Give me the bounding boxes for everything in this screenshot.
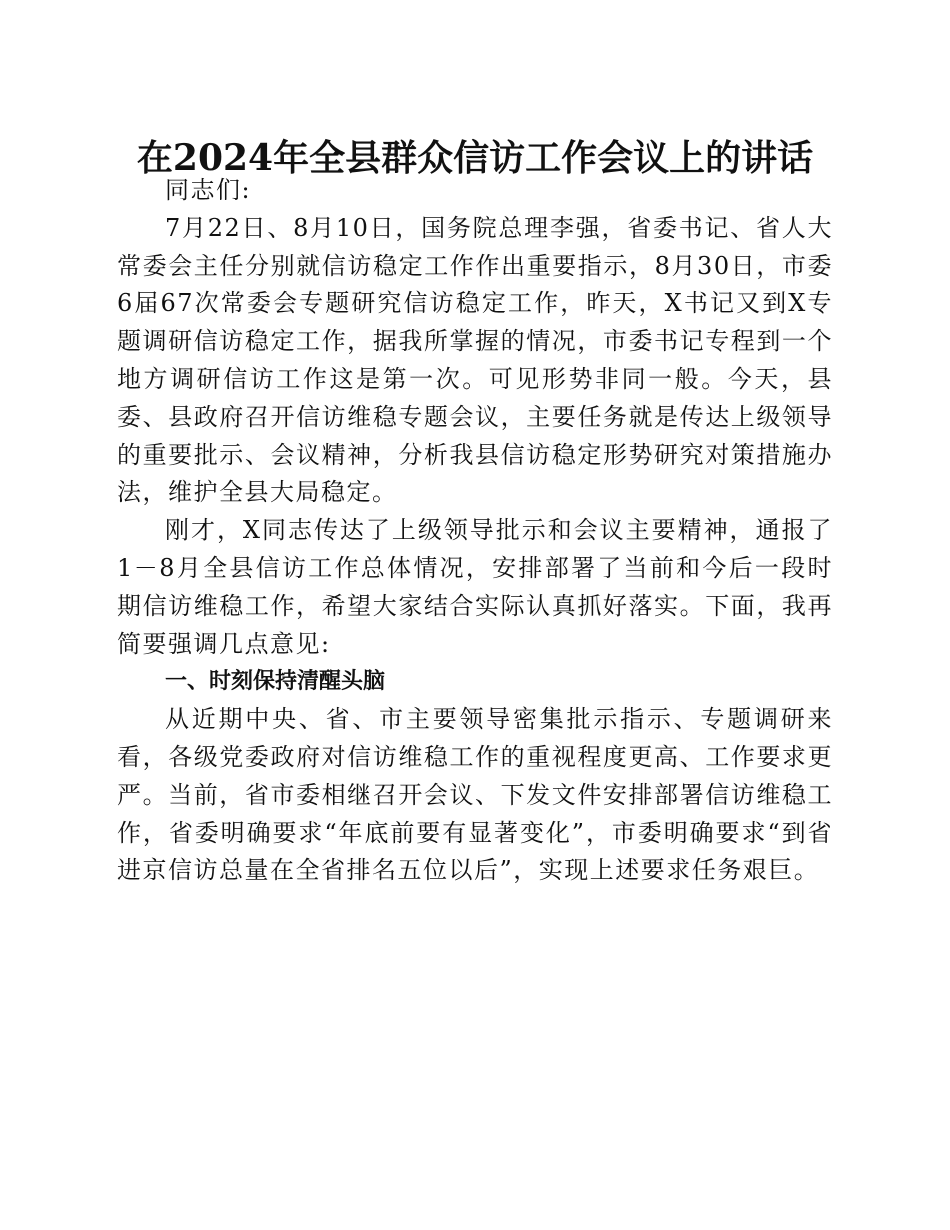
document-body bbox=[117, 172, 833, 890]
paragraph-1: 7月22日、8月10日，国务院总理李强，省委书记、省人大常委会主任分别就信访稳定工作作出重要指示，8月30日，市委6届67次常委会专题研究信访稳定工作，昨天，X书记又到X专题调研信访稳定工作，据我所掌握的情况，市委书记专程到一个地方调研信访工作这是第一次。可见形势非同一般。今天，县委、县政府召开信访维稳专题会议，主要任务就是传达上级领导的重要批示、会议精神，分析我县信访稳定形势研究对策措施办法，维护全县大局稳定。 bbox=[117, 213, 833, 507]
section-heading-1: 一、时刻保持清醒头脑 bbox=[165, 669, 386, 695]
document-title: 在2024年全县群众信访工作会议上的讲话 bbox=[136, 137, 814, 179]
paragraph-2: 刚才，X同志传达了上级领导批示和会议主要精神，通报了1－8月全县信访工作总体情况，安排部署了当前和今后一段时期信访维稳工作，希望大家结合实际认真抓好落实。下面，我再简要强调几点意见: bbox=[117, 516, 833, 658]
section-1-paragraph: 从近期中央、省、市主要领导密集批示指示、专题调研来看，各级党委政府对信访维稳工作的重视程度更高、工作要求更严。当前，省市委相继召开会议、下发文件安排部署信访维稳工作，省委明确要求“年底前要有显著变化”，市委明确要求“到省进京信访总量在全省排名五位以后”，实现上述要求任务艰巨。 bbox=[117, 705, 833, 885]
greeting-line: 同志们: bbox=[165, 176, 252, 204]
